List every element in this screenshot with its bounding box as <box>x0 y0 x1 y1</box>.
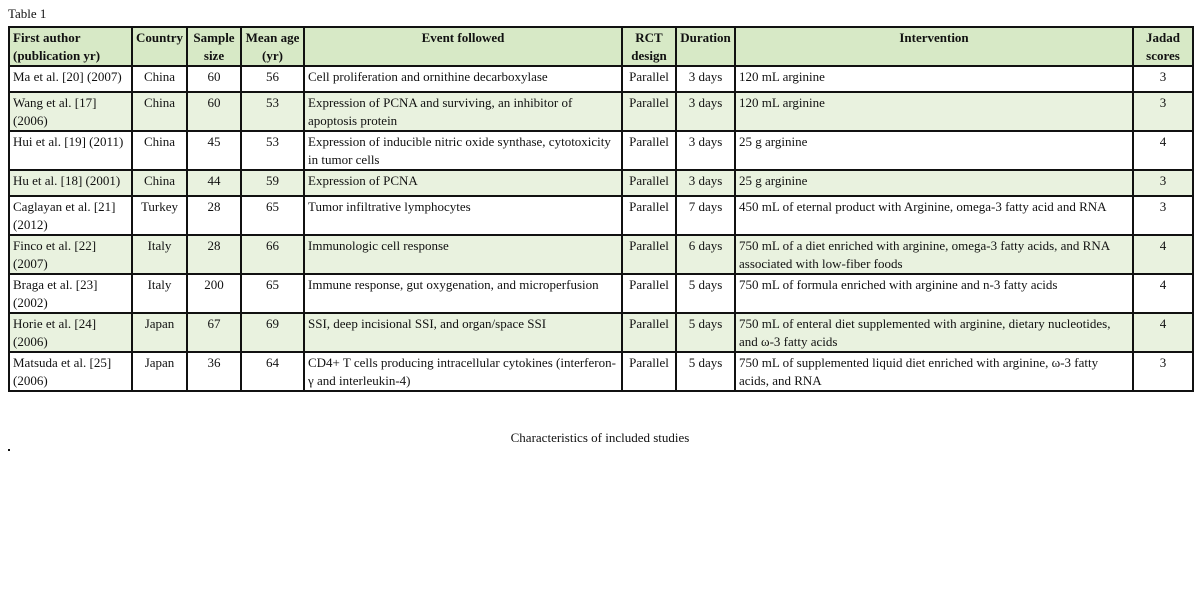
stray-dot <box>8 449 10 451</box>
cell-author: Braga et al. [23] (2002) <box>9 274 132 313</box>
cell-mean-age: 64 <box>241 352 304 391</box>
cell-country: Japan <box>132 313 187 352</box>
table-row <box>9 235 1193 274</box>
cell-mean-age: 53 <box>241 131 304 170</box>
cell-rct-design: Parallel <box>622 274 676 313</box>
cell-country: Japan <box>132 352 187 391</box>
cell-intervention: 750 mL of a diet enriched with arginine, omega-3 fatty acids, and RNA associated with low-fiber foods <box>735 235 1133 274</box>
cell-intervention: 750 mL of supplemented liquid diet enriched with arginine, ω-3 fatty acids, and RNA <box>735 352 1133 391</box>
cell-sample-size: 60 <box>187 66 241 92</box>
cell-mean-age: 53 <box>241 92 304 131</box>
cell-sample-size: 45 <box>187 131 241 170</box>
cell-author: Horie et al. [24] (2006) <box>9 313 132 352</box>
cell-duration: 3 days <box>676 92 735 131</box>
cell-event: Expression of PCNA <box>304 170 622 196</box>
cell-rct-design: Parallel <box>622 235 676 274</box>
cell-author: Wang et al. [17] (2006) <box>9 92 132 131</box>
cell-rct-design: Parallel <box>622 313 676 352</box>
cell-mean-age: 56 <box>241 66 304 92</box>
cell-jadad: 3 <box>1133 66 1193 92</box>
cell-sample-size: 200 <box>187 274 241 313</box>
cell-country: China <box>132 170 187 196</box>
cell-event: Cell proliferation and ornithine decarboxylase <box>304 66 622 92</box>
cell-jadad: 3 <box>1133 352 1193 391</box>
cell-author: Hui et al. [19] (2011) <box>9 131 132 170</box>
table-row <box>9 196 1193 235</box>
cell-duration: 5 days <box>676 274 735 313</box>
cell-jadad: 3 <box>1133 196 1193 235</box>
cell-event: Immunologic cell response <box>304 235 622 274</box>
table-caption: Characteristics of included studies <box>510 430 690 445</box>
cell-intervention: 120 mL arginine <box>735 66 1133 92</box>
header-rct-design: RCT design <box>622 27 676 66</box>
cell-mean-age: 69 <box>241 313 304 352</box>
cell-rct-design: Parallel <box>622 170 676 196</box>
cell-duration: 5 days <box>676 352 735 391</box>
cell-intervention: 25 g arginine <box>735 170 1133 196</box>
cell-intervention: 450 mL of eternal product with Arginine, omega-3 fatty acid and RNA <box>735 196 1133 235</box>
cell-author: Ma et al. [20] (2007) <box>9 66 132 92</box>
header-mean-age: Mean age (yr) <box>241 27 304 66</box>
cell-intervention: 750 mL of enteral diet supplemented with arginine, dietary nucleotides, and ω-3 fatty acids <box>735 313 1133 352</box>
cell-author: Matsuda et al. [25] (2006) <box>9 352 132 391</box>
cell-mean-age: 65 <box>241 274 304 313</box>
header-row <box>9 27 1193 66</box>
cell-sample-size: 28 <box>187 235 241 274</box>
table-row <box>9 92 1193 131</box>
cell-sample-size: 28 <box>187 196 241 235</box>
cell-jadad: 4 <box>1133 313 1193 352</box>
cell-event: Expression of inducible nitric oxide synthase, cytotoxicity in tumor cells <box>304 131 622 170</box>
cell-sample-size: 60 <box>187 92 241 131</box>
header-author: First author (publication yr) <box>9 27 132 66</box>
cell-event: Tumor infiltrative lymphocytes <box>304 196 622 235</box>
cell-rct-design: Parallel <box>622 196 676 235</box>
header-intervention: Intervention <box>735 27 1133 66</box>
cell-duration: 6 days <box>676 235 735 274</box>
cell-intervention: 120 mL arginine <box>735 92 1133 131</box>
cell-rct-design: Parallel <box>622 92 676 131</box>
cell-jadad: 4 <box>1133 274 1193 313</box>
cell-author: Finco et al. [22] (2007) <box>9 235 132 274</box>
cell-author: Hu et al. [18] (2001) <box>9 170 132 196</box>
cell-country: China <box>132 66 187 92</box>
cell-jadad: 4 <box>1133 131 1193 170</box>
cell-duration: 3 days <box>676 66 735 92</box>
cell-country: China <box>132 92 187 131</box>
header-jadad-scores: Jadad scores <box>1133 27 1193 66</box>
cell-intervention: 25 g arginine <box>735 131 1133 170</box>
table-row <box>9 170 1193 196</box>
cell-rct-design: Parallel <box>622 131 676 170</box>
cell-rct-design: Parallel <box>622 352 676 391</box>
cell-author: Caglayan et al. [21] (2012) <box>9 196 132 235</box>
table-row <box>9 274 1193 313</box>
cell-duration: 5 days <box>676 313 735 352</box>
cell-intervention: 750 mL of formula enriched with arginine and n-3 fatty acids <box>735 274 1133 313</box>
table-row <box>9 352 1193 391</box>
cell-jadad: 3 <box>1133 92 1193 131</box>
cell-mean-age: 65 <box>241 196 304 235</box>
cell-event: Expression of PCNA and surviving, an inhibitor of apoptosis protein <box>304 92 622 131</box>
table-row <box>9 131 1193 170</box>
cell-duration: 3 days <box>676 131 735 170</box>
cell-event: Immune response, gut oxygenation, and microperfusion <box>304 274 622 313</box>
cell-country: Turkey <box>132 196 187 235</box>
cell-country: Italy <box>132 274 187 313</box>
table-label: Table 1 <box>8 6 47 21</box>
header-sample-size: Sample size <box>187 27 241 66</box>
cell-sample-size: 44 <box>187 170 241 196</box>
table-row <box>9 313 1193 352</box>
cell-jadad: 4 <box>1133 235 1193 274</box>
cell-duration: 7 days <box>676 196 735 235</box>
studies-table <box>8 26 1194 392</box>
cell-mean-age: 59 <box>241 170 304 196</box>
cell-sample-size: 36 <box>187 352 241 391</box>
cell-country: China <box>132 131 187 170</box>
cell-event: CD4+ T cells producing intracellular cytokines (interferon-γ and interleukin-4) <box>304 352 622 391</box>
cell-country: Italy <box>132 235 187 274</box>
cell-duration: 3 days <box>676 170 735 196</box>
cell-rct-design: Parallel <box>622 66 676 92</box>
header-duration: Duration <box>676 27 735 66</box>
cell-sample-size: 67 <box>187 313 241 352</box>
header-country: Country <box>132 27 187 66</box>
table-row <box>9 66 1193 92</box>
cell-event: SSI, deep incisional SSI, and organ/space SSI <box>304 313 622 352</box>
header-event-followed: Event followed <box>304 27 622 66</box>
cell-mean-age: 66 <box>241 235 304 274</box>
cell-jadad: 3 <box>1133 170 1193 196</box>
